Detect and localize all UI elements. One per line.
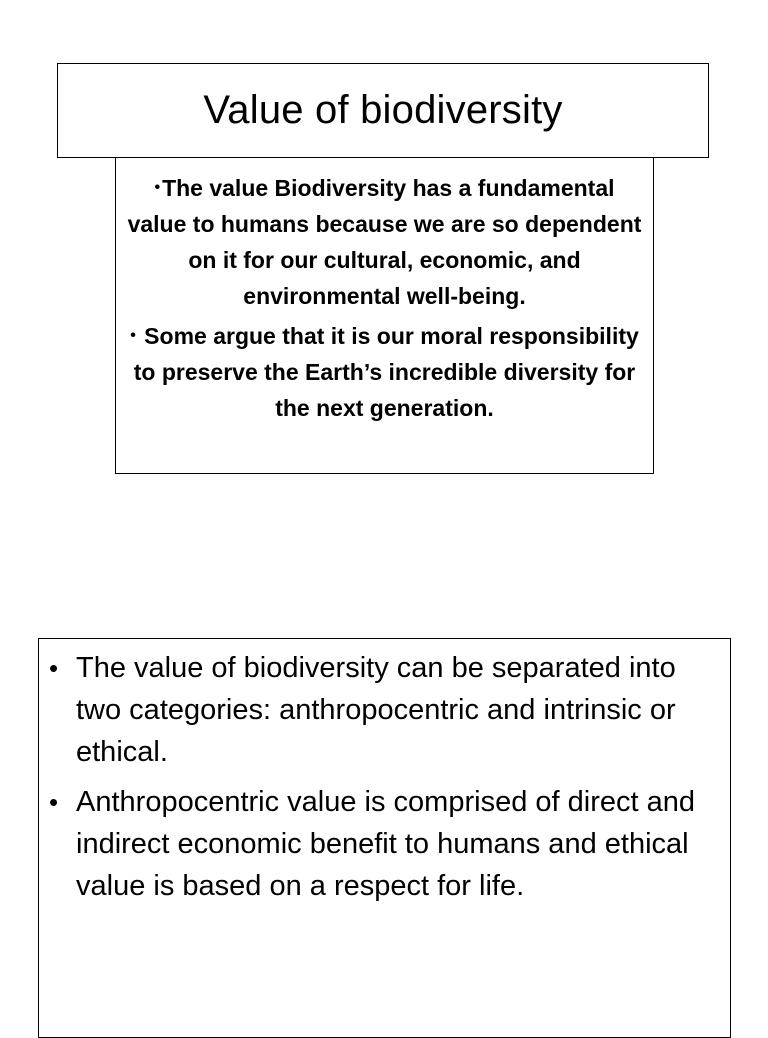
summary-paragraph xyxy=(124,170,645,314)
bullet-icon: • xyxy=(49,653,59,683)
bullet-icon: • xyxy=(154,179,161,196)
bullet-text: The value of biodiversity can be separated into two categories: anthropocentric and intrinsic or ethical. xyxy=(76,652,676,768)
bullet-list-item xyxy=(47,781,720,907)
slide-title: Value of biodiversity xyxy=(203,88,563,132)
categories-text-box xyxy=(38,638,731,1038)
summary-paragraph xyxy=(124,318,645,426)
bullet-list-item xyxy=(47,647,720,773)
bullet-text: Anthropocentric value is comprised of direct and indirect economic benefit to humans and ethical value is based on a respect for life. xyxy=(76,786,695,902)
bullet-icon: • xyxy=(130,327,136,344)
summary-paragraph-text: Some argue that it is our moral responsibility to preserve the Earth’s incredible diversity for the next generation. xyxy=(133,323,639,421)
summary-text-box xyxy=(115,158,654,474)
bullet-icon: • xyxy=(49,787,59,817)
slide-title-box xyxy=(57,63,709,158)
summary-paragraph-text: The value Biodiversity has a fundamental value to humans because we are so dependent on it for our cultural, economic, and environmental well-being. xyxy=(127,175,642,309)
